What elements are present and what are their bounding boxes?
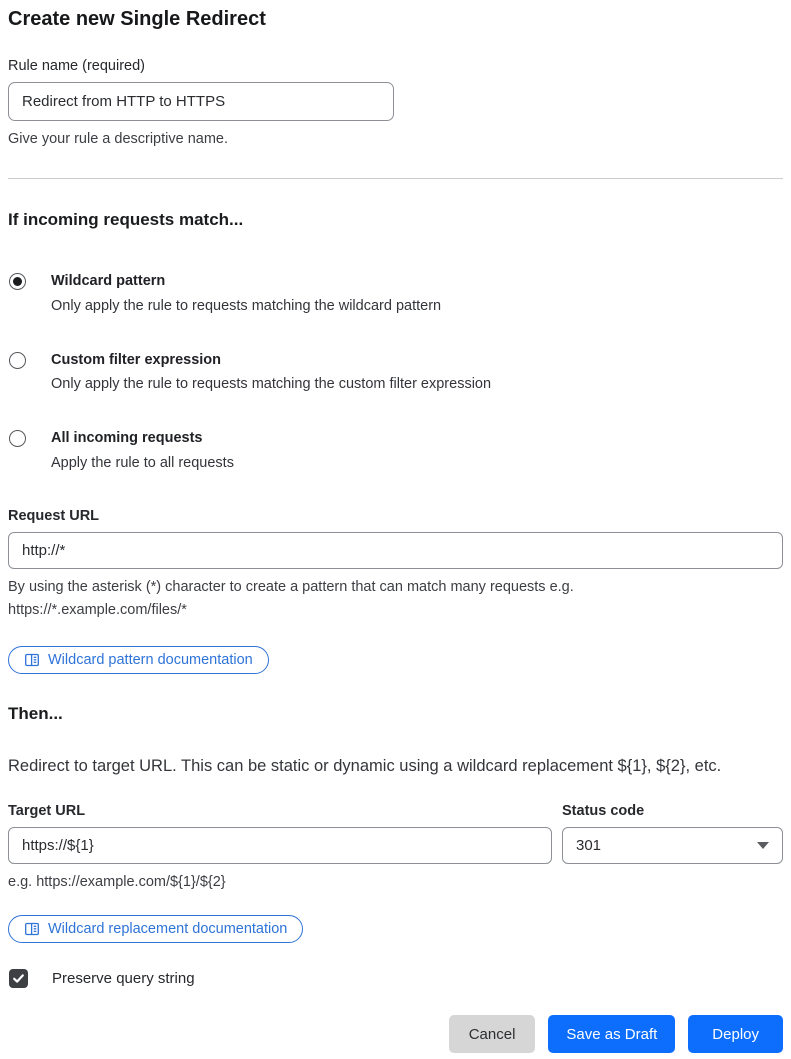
- match-section-heading: If incoming requests match...: [8, 210, 244, 230]
- radio-unselected-icon[interactable]: [9, 352, 26, 369]
- request-url-label: Request URL: [8, 507, 100, 524]
- book-open-icon: [24, 921, 40, 937]
- radio-description: Only apply the rule to requests matching the custom filter expression: [51, 376, 492, 393]
- status-code-label: Status code: [562, 803, 645, 820]
- radio-description: Apply the rule to all requests: [51, 454, 234, 471]
- save-as-draft-button[interactable]: Save as Draft: [548, 1015, 675, 1053]
- checkbox-checked-icon[interactable]: [9, 969, 28, 988]
- request-url-help-line1: By using the asterisk (*) character to create a pattern that can match many requests e.g.: [8, 578, 574, 595]
- target-url-help: e.g. https://example.com/${1}/${2}: [8, 874, 226, 891]
- doc-button-label: Wildcard replacement documentation: [48, 921, 288, 938]
- then-section-heading: Then...: [8, 704, 63, 724]
- match-type-radio-group: [8, 272, 783, 471]
- wildcard-pattern-documentation-button[interactable]: [8, 646, 269, 674]
- radio-label: Custom filter expression: [51, 351, 222, 368]
- radio-option-custom-filter-expression[interactable]: [8, 351, 783, 393]
- radio-selected-icon[interactable]: [9, 273, 26, 290]
- chevron-down-icon: [757, 842, 769, 849]
- deploy-button[interactable]: Deploy: [688, 1015, 783, 1053]
- cancel-button[interactable]: Cancel: [449, 1015, 536, 1053]
- rule-name-help: Give your rule a descriptive name.: [8, 131, 229, 147]
- radio-description: Only apply the rule to requests matching the wildcard pattern: [51, 297, 442, 314]
- then-description: Redirect to target URL. This can be static or dynamic using a wildcard replacement ${1}, ${2}, etc.: [8, 757, 722, 776]
- rule-name-input[interactable]: [8, 82, 394, 121]
- radio-option-all-incoming-requests[interactable]: [8, 429, 783, 471]
- footer-actions: [8, 1015, 783, 1059]
- wildcard-replacement-documentation-button[interactable]: [8, 915, 303, 943]
- rule-name-label: Rule name (required): [8, 58, 146, 74]
- target-url-label: Target URL: [8, 803, 86, 820]
- radio-unselected-icon[interactable]: [9, 430, 26, 447]
- book-open-icon: [24, 652, 40, 668]
- request-url-help-line2: https://*.example.com/files/*: [8, 602, 187, 619]
- status-code-select[interactable]: [562, 827, 783, 864]
- radio-option-wildcard-pattern[interactable]: [8, 272, 783, 314]
- radio-label: Wildcard pattern: [51, 273, 166, 290]
- target-url-status-row: [8, 803, 783, 894]
- target-url-input[interactable]: [8, 827, 552, 864]
- request-url-help: [8, 576, 783, 622]
- preserve-query-string-checkbox[interactable]: [8, 969, 783, 988]
- status-code-value: 301: [576, 837, 602, 855]
- section-divider: [8, 178, 783, 179]
- page-title: Create new Single Redirect: [8, 8, 266, 30]
- request-url-input[interactable]: [8, 532, 783, 569]
- radio-label: All incoming requests: [51, 430, 203, 447]
- doc-button-label: Wildcard pattern documentation: [48, 652, 253, 669]
- preserve-query-string-label: Preserve query string: [52, 970, 195, 988]
